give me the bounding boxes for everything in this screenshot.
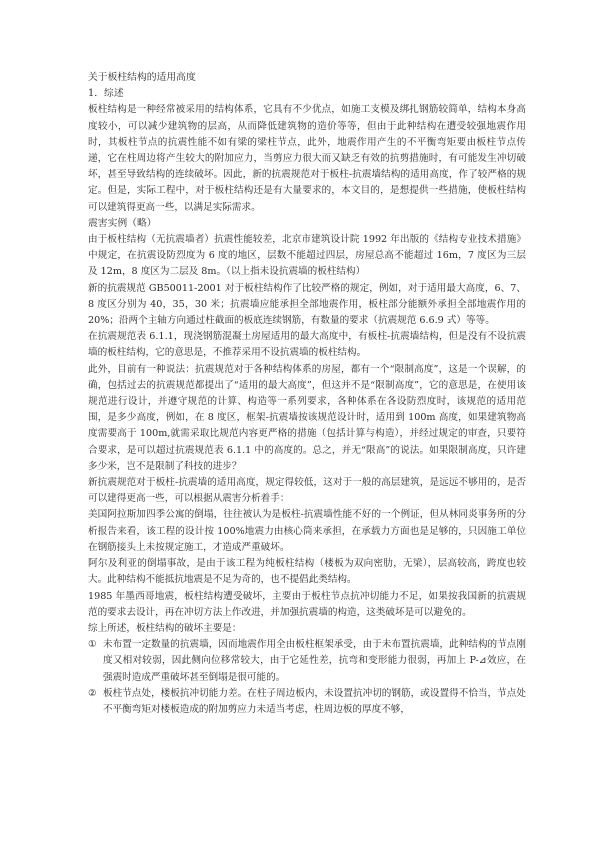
list-item bbox=[88, 686, 526, 718]
list-item-text: 板柱节点处，楼板抗冲切能力差。在柱子周边板内，未设置抗冲切的钢筋，或设置得不恰当，节点处不平衡弯矩对楼板造成的附加剪应力未适当考虑，柱周边板的厚度不够， bbox=[103, 687, 526, 715]
paragraph-mexico-case: 1985 年墨西哥地震，板柱结构遭受破坏，主要由于板柱节点抗冲切能力不足，如果按我国新的抗震规范的要求去设计，再在冲切方法上作改进，并加强抗震墙的构造，这类破坏是可以避免的。 bbox=[88, 590, 526, 618]
section-heading-earthquake-cases: 震害实例（略） bbox=[88, 217, 157, 229]
paragraph-technical-measures: 由于板柱结构（无抗震墙者）抗震性能较差，北京市建筑设计院 1992 年出版的《结构专业技术措施》中规定，在抗震设防烈度为 6 度的地区，层数不能超过四层，房屋总高不能超过 16m，7 度区为三层及 12m，8 度区为二层及 8m。（以上指未设抗震墙的板柱结构） bbox=[88, 234, 526, 278]
document-body bbox=[88, 70, 526, 718]
paragraph-table-6-1-1: 在抗震规范表 6.1.1，现浇钢筋混凝土房屋适用的最大高度中，有板柱-抗震墙结构，但是没有不设抗震墙的板柱结构，它的意思是，不推荐采用不设抗震墙的板柱结构。 bbox=[88, 331, 526, 359]
paragraph-alaska-case: 美国阿拉斯加四季公寓的倒塌，往往被认为是板柱-抗震墙性能不好的一个例证，但从林同炎事务所的分析报告来看，该工程的设计按 100%地震力由核心筒来承担，在承载力方面也是足够的，只因施工单位在钢筋接头上未按规定施工，才造成严重破坏。 bbox=[88, 509, 526, 553]
document-title: 关于板柱结构的适用高度 bbox=[88, 72, 196, 83]
paragraph-applicable-height: 新抗震规范对于板柱-抗震墙的适用高度，规定得较低，这对于一般的高层建筑，是远远不够用的，是否可以建得更高一些，可以根据从震害分析着手： bbox=[88, 477, 526, 505]
paragraph-height-limit: 此外，目前有一种说法：抗震规范对于各种结构体系的房屋，都有一个“限制高度”，这是一个误解，的确，包括过去的抗震规范都提出了“适用的最大高度”，但这并不是“限制高度”，它的意思是，在使用该规范进行设计，并遵守规范的计算、构造等一系列要求，各种体系在各设防烈度时，该规范的适用范围，是多少高度，例如，在 8 度区，框架-抗震墙按该规范设计时，适用到 100m 高度，如果建筑物高度需要高于 100m,就需采取比规范内容更严格的措施（包括计算与构造），并经过规定的审查，只要符合要求，是可以超过抗震规范表 6.1.1 中的高度的。总之，并无“限高”的说法。如果限制高度，只许建多少米，岂不是限制了科技的进步？ bbox=[88, 363, 526, 472]
list-item-text: 未布置一定数量的抗震墙，因而地震作用全由板柱框架承受，由于未布置抗震墙，此种结构的节点刚度又相对较弱，因此侧向位移常较大，由于它延性差，抗弯和变形能力很弱，再加上 P-⊿效应，在强震时造成严重破坏甚至倒塌是很可能的。 bbox=[103, 639, 526, 683]
paragraph-overview: 板柱结构是一种经常被采用的结构体系，它具有不少优点，如施工支模及绑扎钢筋较简单，结构本身高度较小，可以减少建筑物的层高，从而降低建筑物的造价等等，但由于此种结构在遭受较强地震作用时，其板柱节点的抗震性能不如有梁的梁柱节点，此外，地震作用产生的不平衡弯矩要由板柱节点传递，它在柱周边将产生较大的附加应力，当剪应力很大而又缺乏有效的抗剪措施时，有可能发生冲切破坏，甚至导致结构的连续破坏。因此，新的抗震规范对于板柱-抗震墙结构的适用高度，作了较严格的规定。但是，实际工程中，对于板柱结构还是有大量要求的，本文目的，是想提供一些措施，使板柱结构可以建筑得更高一些，以满足实际需求。 bbox=[88, 104, 526, 213]
paragraph-summary: 综上所述，板柱结构的破坏主要是： bbox=[88, 622, 242, 634]
list-item-number: ① bbox=[88, 639, 97, 651]
paragraph-new-code: 新的抗震规范 GB50011-2001 对于板柱结构作了比较严格的规定，例如，对于适用最大高度，6、7、8 度区分别为 40，35，30 米；抗震墙应能承担全部地震作用，板柱部分能额外承担全部地震作用的 20%；沿两个主轴方向通过柱截面的板底连续钢筋，有数量的要求（抗震规范 6.6.9 式）等等。 bbox=[88, 282, 526, 327]
section-heading-overview: 1．综述 bbox=[88, 88, 124, 100]
list-item bbox=[88, 637, 526, 686]
list-item-number: ② bbox=[88, 687, 97, 699]
paragraph-algeria-case: 阿尔及利亚的倒塌事故，是由于该工程为纯板柱结构（楼板为双向密肋，无梁），层高较高，跨度也较大。此种结构不能抵抗地震是不足为奇的，也不提倡此类结构。 bbox=[88, 558, 526, 586]
